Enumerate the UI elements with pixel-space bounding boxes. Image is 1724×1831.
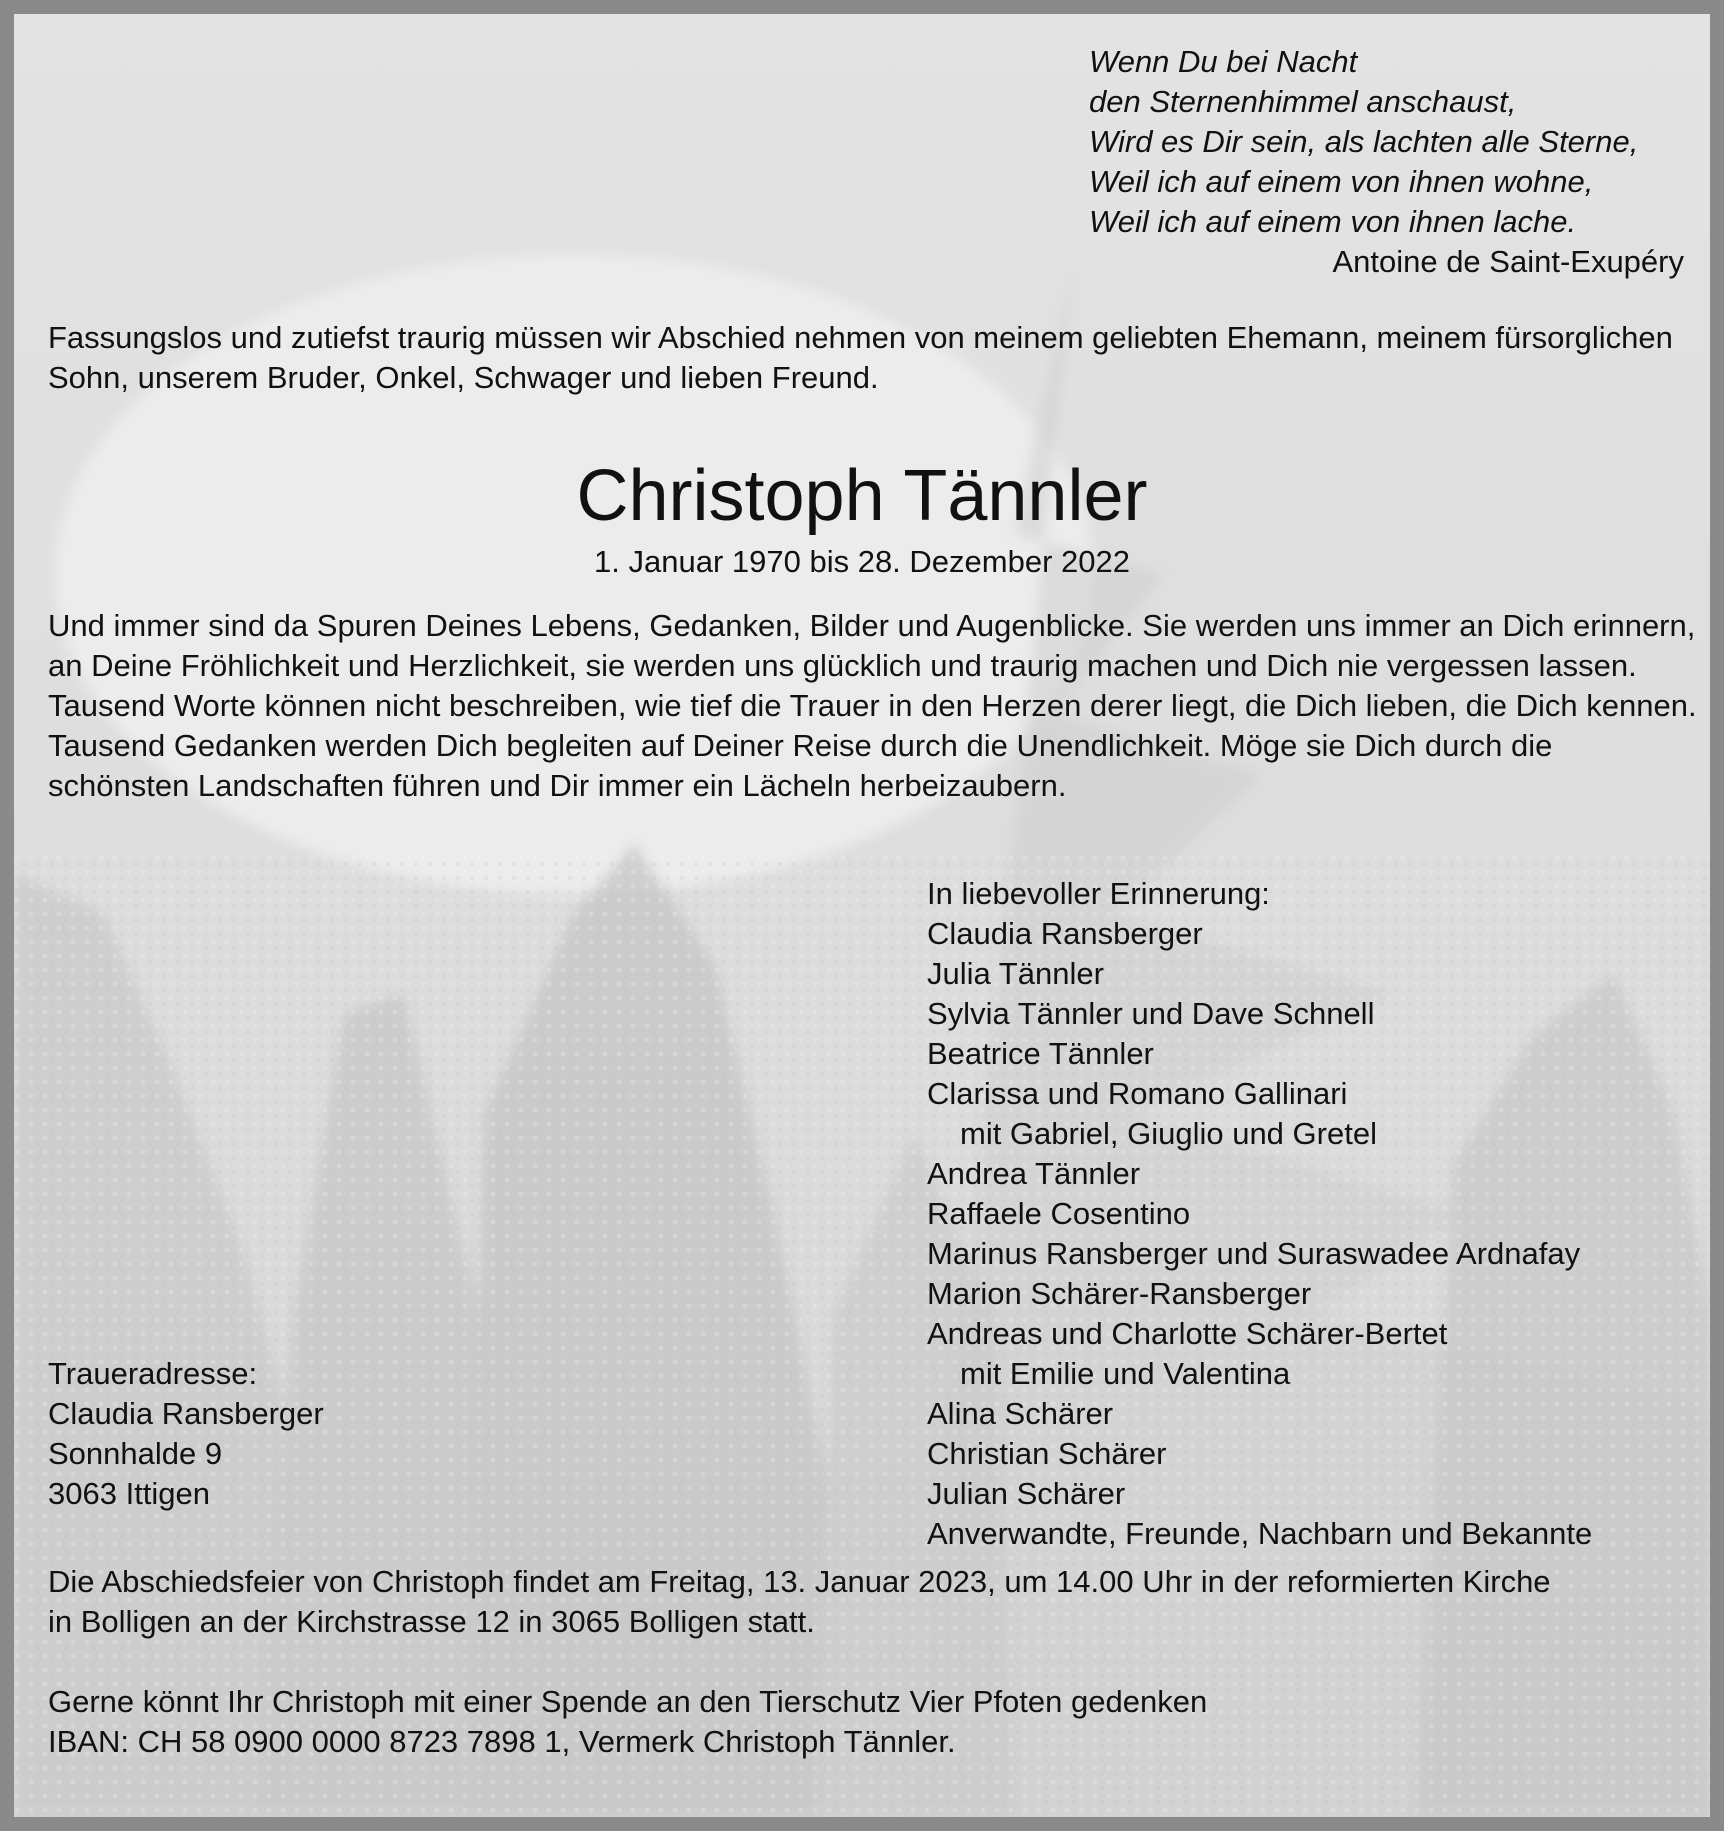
obituary-notice (14, 14, 1710, 1817)
family-member: Sylvia Tännler und Dave Schnell (927, 996, 1375, 1031)
family-member: Christian Schärer (927, 1436, 1167, 1471)
address-line: Sonnhalde 9 (48, 1436, 223, 1471)
family-member: Marion Schärer-Ransberger (927, 1276, 1312, 1311)
quote-line: Wird es Dir sein, als lachten alle Sterne, (1089, 124, 1639, 159)
quote-line: Weil ich auf einem von ihnen lache. (1089, 204, 1577, 239)
address-line: Claudia Ransberger (48, 1396, 324, 1431)
family-member: Alina Schärer (927, 1396, 1114, 1431)
memory-paragraph: Und immer sind da Spuren Deines Lebens, Gedanken, Bilder und Augenblicke. Sie werden uns immer an Dich erinnern, an Deine Fröhlichkeit und Herzlichkeit, sie werden uns glücklich und traurig machen und Dich nie vergessen lassen. (48, 608, 1696, 683)
address-line: 3063 Ittigen (48, 1476, 211, 1511)
ceremony-line: in Bolligen an der Kirchstrasse 12 in 3065 Bolligen statt. (48, 1604, 815, 1639)
donation-info (48, 1682, 1698, 1762)
ceremony-line: Die Abschiedsfeier von Christoph findet am Freitag, 13. Januar 2023, um 14.00 Uhr in der reformierten Kirche (48, 1564, 1551, 1599)
family-list (927, 874, 1687, 1554)
mourning-address (48, 1354, 648, 1514)
family-member: Beatrice Tännler (927, 1036, 1154, 1071)
ceremony-info (48, 1562, 1698, 1642)
family-member: Andreas und Charlotte Schärer-Bertet (927, 1316, 1448, 1351)
family-member-children: mit Emilie und Valentina (960, 1356, 1291, 1391)
family-member: Andrea Tännler (927, 1156, 1141, 1191)
family-member: Raffaele Cosentino (927, 1196, 1191, 1231)
donation-line: Gerne könnt Ihr Christoph mit einer Spende an den Tierschutz Vier Pfoten gedenken (48, 1684, 1208, 1719)
address-heading: Traueradresse: (48, 1356, 258, 1391)
family-heading: In liebevoller Erinnerung: (927, 876, 1270, 911)
quote-line: den Sternenhimmel anschaust, (1089, 84, 1517, 119)
deceased-name: Christoph Tännler (576, 456, 1148, 536)
poem-quote (1089, 42, 1699, 242)
family-member: Clarissa und Romano Gallinari (927, 1076, 1348, 1111)
family-member-children: mit Gabriel, Giuglio und Gretel (960, 1116, 1377, 1151)
iban-line: IBAN: CH 58 0900 0000 8723 7898 1, Vermerk Christoph Tännler. (48, 1724, 956, 1759)
family-member: Julian Schärer (927, 1476, 1126, 1511)
family-member: Anverwandte, Freunde, Nachbarn und Bekannte (927, 1516, 1593, 1551)
family-member: Marinus Ransberger und Suraswadee Ardnafay (927, 1236, 1581, 1271)
quote-line: Weil ich auf einem von ihnen wohne, (1089, 164, 1594, 199)
intro-text: Fassungslos und zutiefst traurig müssen wir Abschied nehmen von meinem geliebten Ehemann, meinem fürsorglichen Sohn, unserem Bruder, Onkel, Schwager und lieben Freund. (48, 320, 1673, 395)
memory-paragraph: Tausend Worte können nicht beschreiben, wie tief die Trauer in den Herzen derer liegt, die Dich lieben, die Dich kennen. Tausend Gedanken werden Dich begleiten auf Deiner Reise durch die Unendlichkeit. Möge sie Dich durch die schönsten Landschaften führen und Dir immer ein Lächeln herbeizaubern. (48, 688, 1697, 803)
quote-line: Wenn Du bei Nacht (1089, 44, 1358, 79)
family-member: Claudia Ransberger (927, 916, 1203, 951)
life-dates: 1. Januar 1970 bis 28. Dezember 2022 (594, 544, 1130, 579)
family-member: Julia Tännler (927, 956, 1104, 991)
quote-author: Antoine de Saint-Exupéry (1332, 244, 1684, 279)
memory-text (48, 606, 1698, 806)
